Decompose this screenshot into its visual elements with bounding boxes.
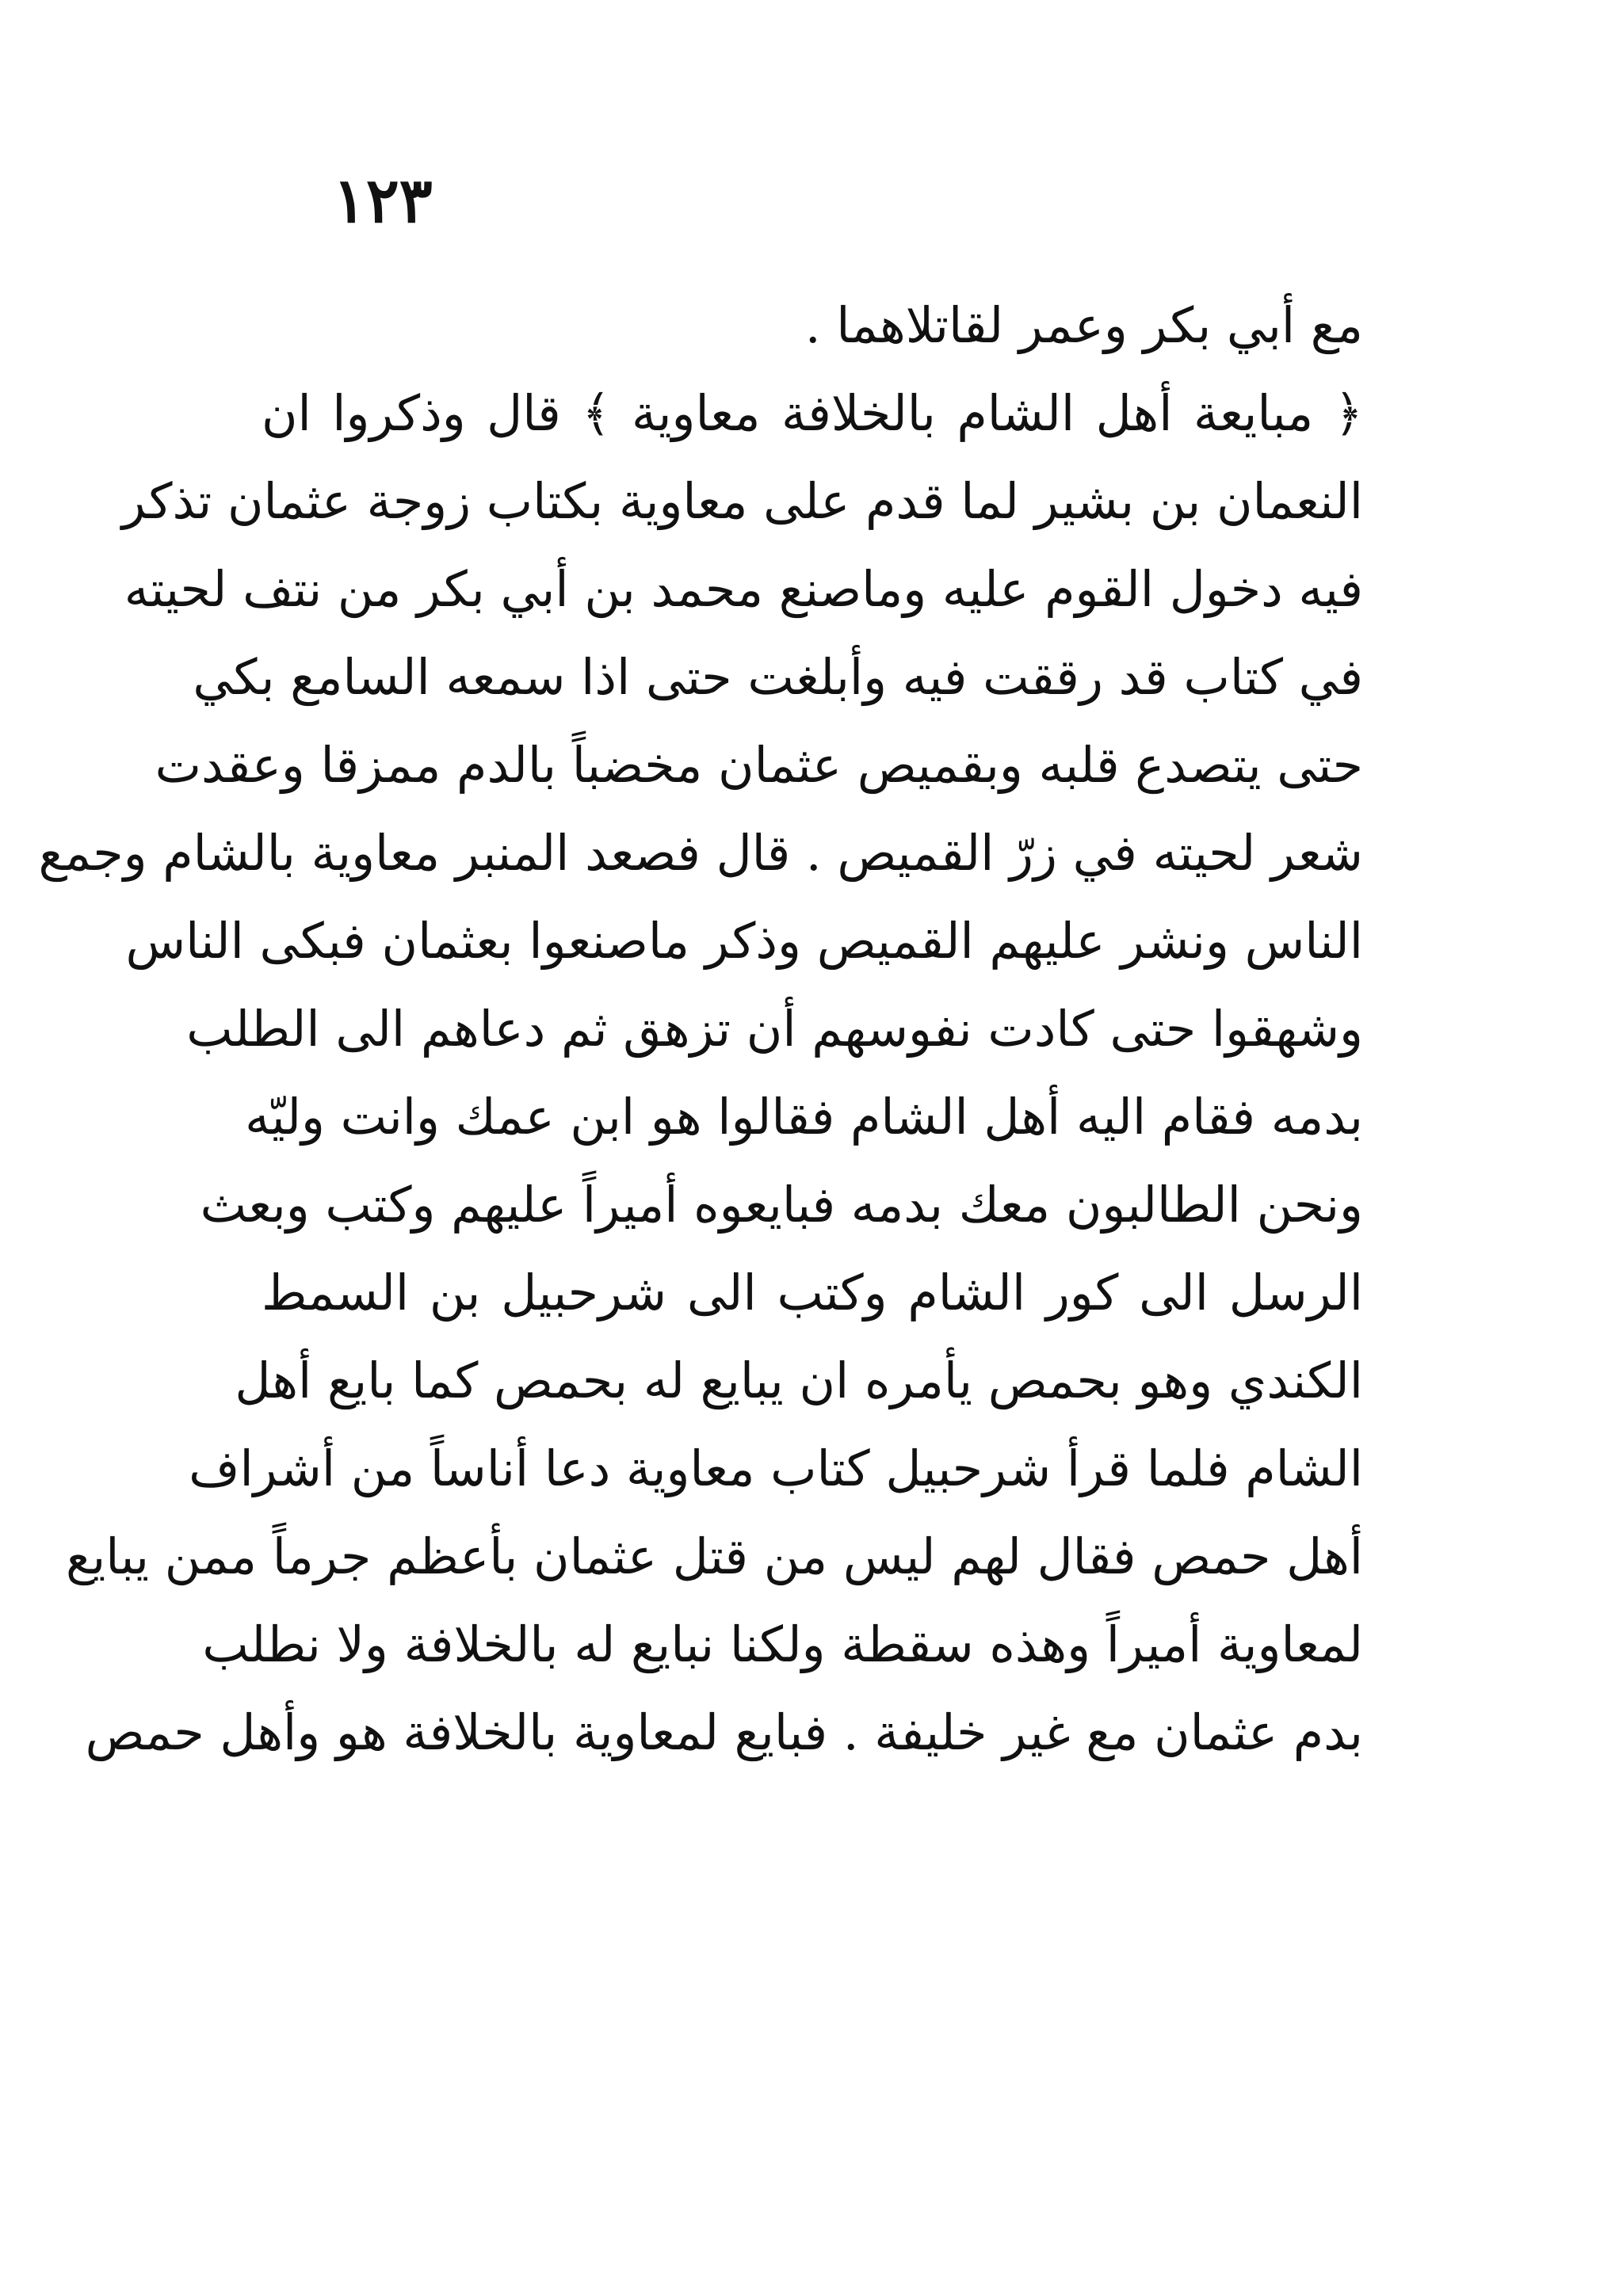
page-number: ١٢٣ [333,165,433,237]
text-line: أهل حمص فقال لهم ليس من قتل عثمان بأعظم جرماً ممن يبايع [65,1527,1363,1585]
text-line: مع أبي بكر وعمر لقاتلاهما . [804,296,1363,354]
text-block [38,281,1363,2183]
text-line: حتى يتصدع قلبه وبقميص عثمان مخضباً بالدم ممزقا وعقدت [155,736,1363,794]
text-line: ونحن الطالبون معك بدمه فبايعوه أميراً عليهم وكتب وبعث [200,1176,1363,1234]
text-line: وشهقوا حتى كادت نفوسهم أن تزهق ثم دعاهم الى الطلب [186,1000,1363,1058]
text-line: فيه دخول القوم عليه وماصنع محمد بن أبي بكر من نتف لحيته [124,560,1363,618]
text-line: الشام فلما قرأ شرحبيل كتاب معاوية دعا أناساً من أشراف [189,1440,1363,1497]
text-line: ﴿ مبايعة أهل الشام بالخلافة معاوية ﴾ قال وذكروا ان [262,384,1363,442]
text-line: شعر لحيته في زرّ القميص . قال فصعد المنبر معاوية بالشام وجمع [38,824,1363,882]
text-line: الناس ونشر عليهم القميص وذكر ماصنعوا بعثمان فبكى الناس [125,912,1363,970]
text-line: لمعاوية أميراً وهذه سقطة ولكنا نبايع له بالخلافة ولا نطلب [202,1615,1363,1673]
text-line: النعمان بن بشير لما قدم على معاوية بكتاب زوجة عثمان تذكر [121,472,1363,530]
text-line: الكندي وهو بحمص يأمره ان يبايع له بحمص كما بايع أهل [235,1352,1363,1409]
text-line: في كتاب قد رققت فيه وأبلغت حتى اذا سمعه السامع بكي [193,648,1363,706]
text-line: بدمه فقام اليه أهل الشام فقالوا هو ابن عمك وانت وليّه [245,1088,1363,1146]
text-line: بدم عثمان مع غير خليفة . فبايع لمعاوية بالخلافة هو وأهل حمص [85,1703,1363,1761]
text-line: الرسل الى كور الشام وكتب الى شرحبيل بن السمط [262,1264,1363,1322]
